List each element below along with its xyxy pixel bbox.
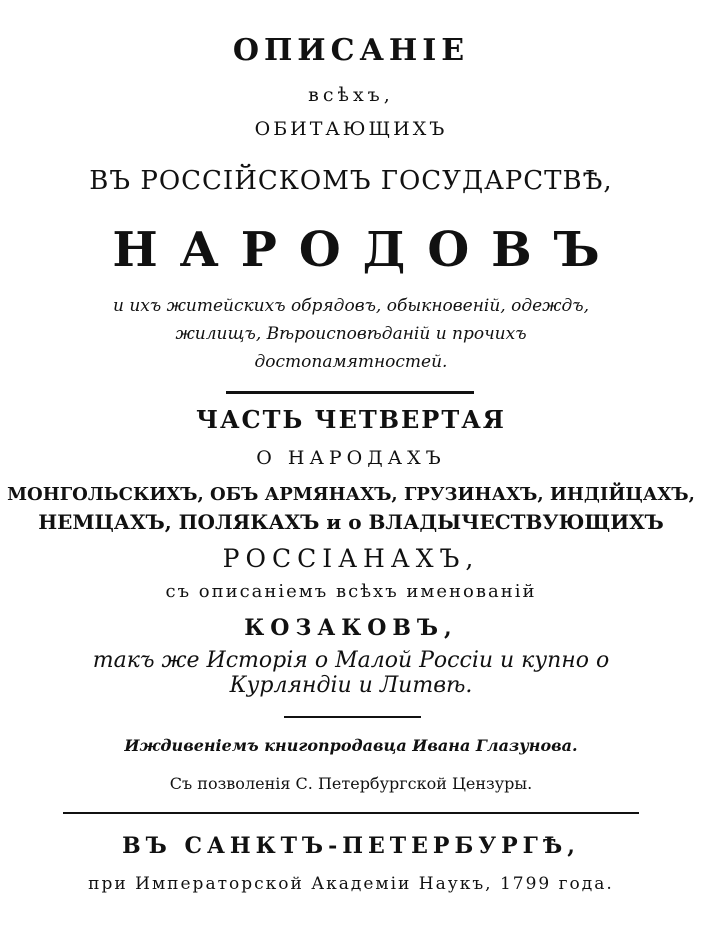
censorship-line: Съ позволенiя С. Петербургской Цензуры. (169, 774, 533, 793)
part-line-4: НЕМЦАХЪ, ПОЛЯКАХЪ и о ВЛАДЫЧЕСТВУЮЩИХЪ (38, 510, 664, 534)
description-line-1: и ихъ житейскихъ обрядовъ, обыкновенiй, одеждъ, (112, 296, 590, 316)
part-line-6: съ описанiемъ всѣхъ именованiй (165, 581, 537, 602)
divider-rule-bottom (63, 812, 639, 814)
part-line-9: Курляндiи и Литвѣ. (229, 673, 473, 698)
title-line-2: всѣхъ, (308, 84, 394, 106)
title-line-3: ОБИТАЮЩИХЪ (254, 118, 448, 140)
publisher-line: Иждивенiемъ книгопродавца Ивана Глазунова. (124, 736, 578, 755)
divider-rule-middle (284, 716, 421, 718)
description-line-2: жилищъ, Вѣроисповѣданiй и прочихъ (175, 324, 527, 344)
divider-rule-top (226, 391, 474, 394)
part-line-3: МОНГОЛЬСКИХЪ, ОБЪ АРМЯНАХЪ, ГРУЗИНАХЪ, ИНДIЙЦАХЪ, (7, 484, 695, 505)
title-line-4: ВЪ РОССIЙСКОМЪ ГОСУДАРСТВѢ, (89, 166, 613, 196)
title-line-1: ОПИСАНIЕ (232, 33, 470, 68)
part-line-8: такъ же Исторiя о Малой Россiи и купно о (92, 648, 610, 673)
imprint-printer: при Императорской Академiи Наукъ, 1799 года. (88, 874, 614, 894)
part-line-2: О НАРОДАХЪ (256, 447, 446, 469)
description-line-3: достопамятностей. (254, 352, 448, 372)
part-line-7: КОЗАКОВЪ, (244, 615, 458, 641)
title-line-5: НАРОДОВЪ (112, 222, 622, 278)
imprint-city: ВЪ САНКТЪ-ПЕТЕРБУРГѢ, (122, 833, 580, 859)
part-heading: ЧАСТЬ ЧЕТВЕРТАЯ (196, 405, 506, 434)
part-line-5: РОССIАНАХЪ, (222, 544, 480, 573)
